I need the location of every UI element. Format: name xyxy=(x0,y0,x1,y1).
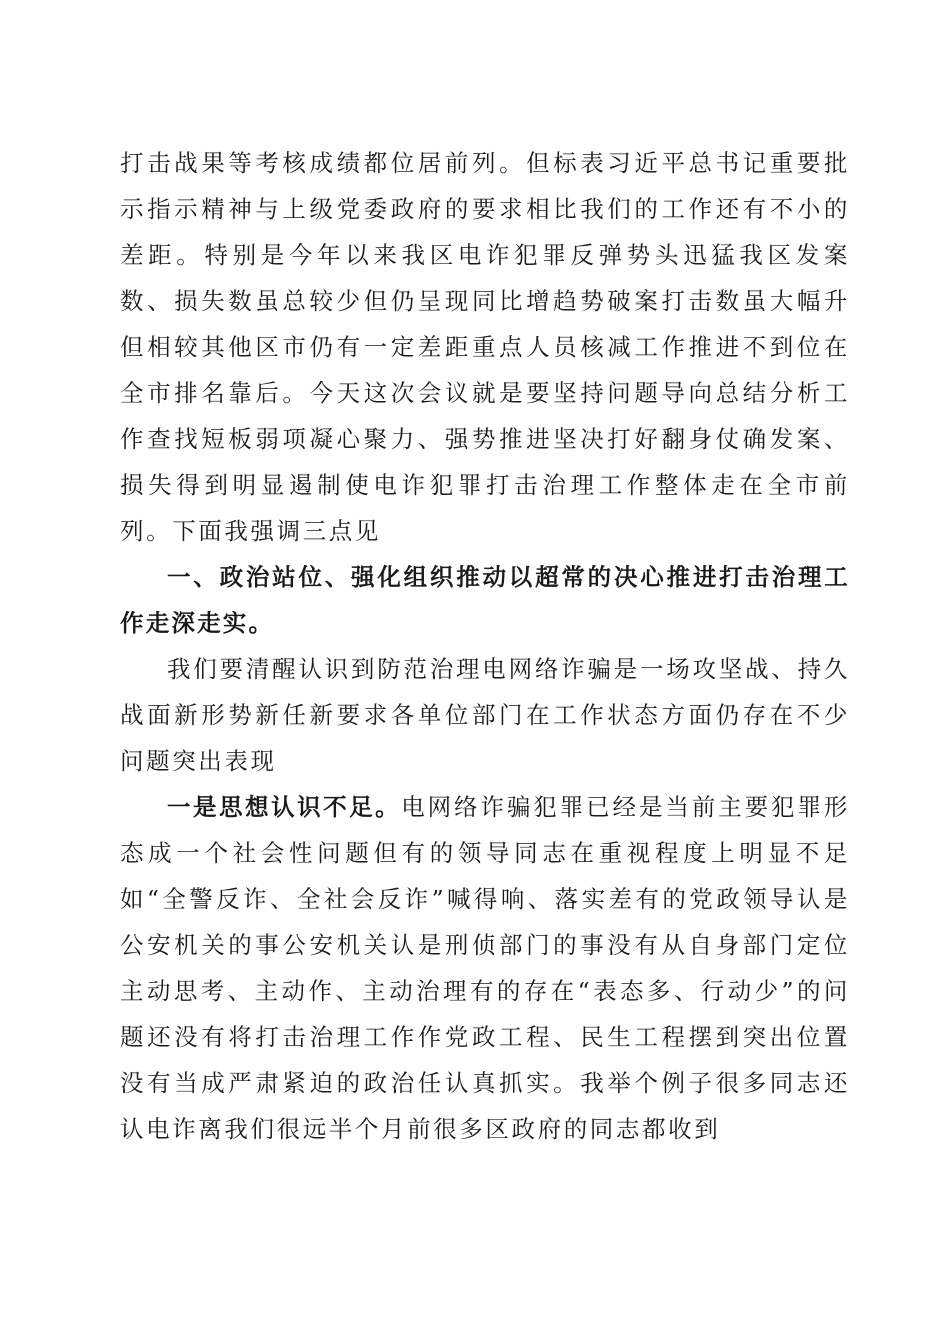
paragraph-problems-intro: 我们要清醒认识到防范治理电网络诈骗是一场攻坚战、持久战面新形势新任新要求各单位部门在工作状态方面仍存在不少问题突出表现 xyxy=(120,655,850,775)
paragraph-point-one xyxy=(120,784,850,1152)
document-body xyxy=(120,140,850,1152)
point-one-body: 电网络诈骗犯罪已经是当前主要犯罪形态成一个社会性问题但有的领导同志在重视程度上明显不足如“全警反诈、全社会反诈”喊得响、落实差有的党政领导认是公安机关的事公安机关认是刑侦部门的事没有从自身部门定位主动思考、主动作、主动治理有的存在“表态多、行动少”的问题还没有将打击治理工作作党政工程、民生工程摆到突出位置没有当成严肃紧迫的政治任认真抓实。我举个例子很多同志还认电诈离我们很远半个月前很多区政府的同志都收到 xyxy=(120,793,850,1143)
point-one-lead: 一是思想认识不足。 xyxy=(167,793,402,821)
paragraph-intro: 打击战果等考核成绩都位居前列。但标表习近平总书记重要批示指示精神与上级党委政府的要求相比我们的工作还有不小的差距。特别是今年以来我区电诈犯罪反弹势头迅猛我区发案数、损失数虽总较少但仍呈现同比增趋势破案打击数虽大幅升但相较其他区市仍有一定差距重点人员核减工作推进不到位在全市排名靠后。今天这次会议就是要坚持问题导向总结分析工作查找短板弱项凝心聚力、强势推进坚决打好翻身仗确发案、损失得到明显遏制使电诈犯罪打击治理工作整体走在全市前列。下面我强调三点见 xyxy=(120,149,850,545)
section-heading-1: 一、政治站位、强化组织推动以超常的决心推进打击治理工作走深走实。 xyxy=(120,563,850,637)
